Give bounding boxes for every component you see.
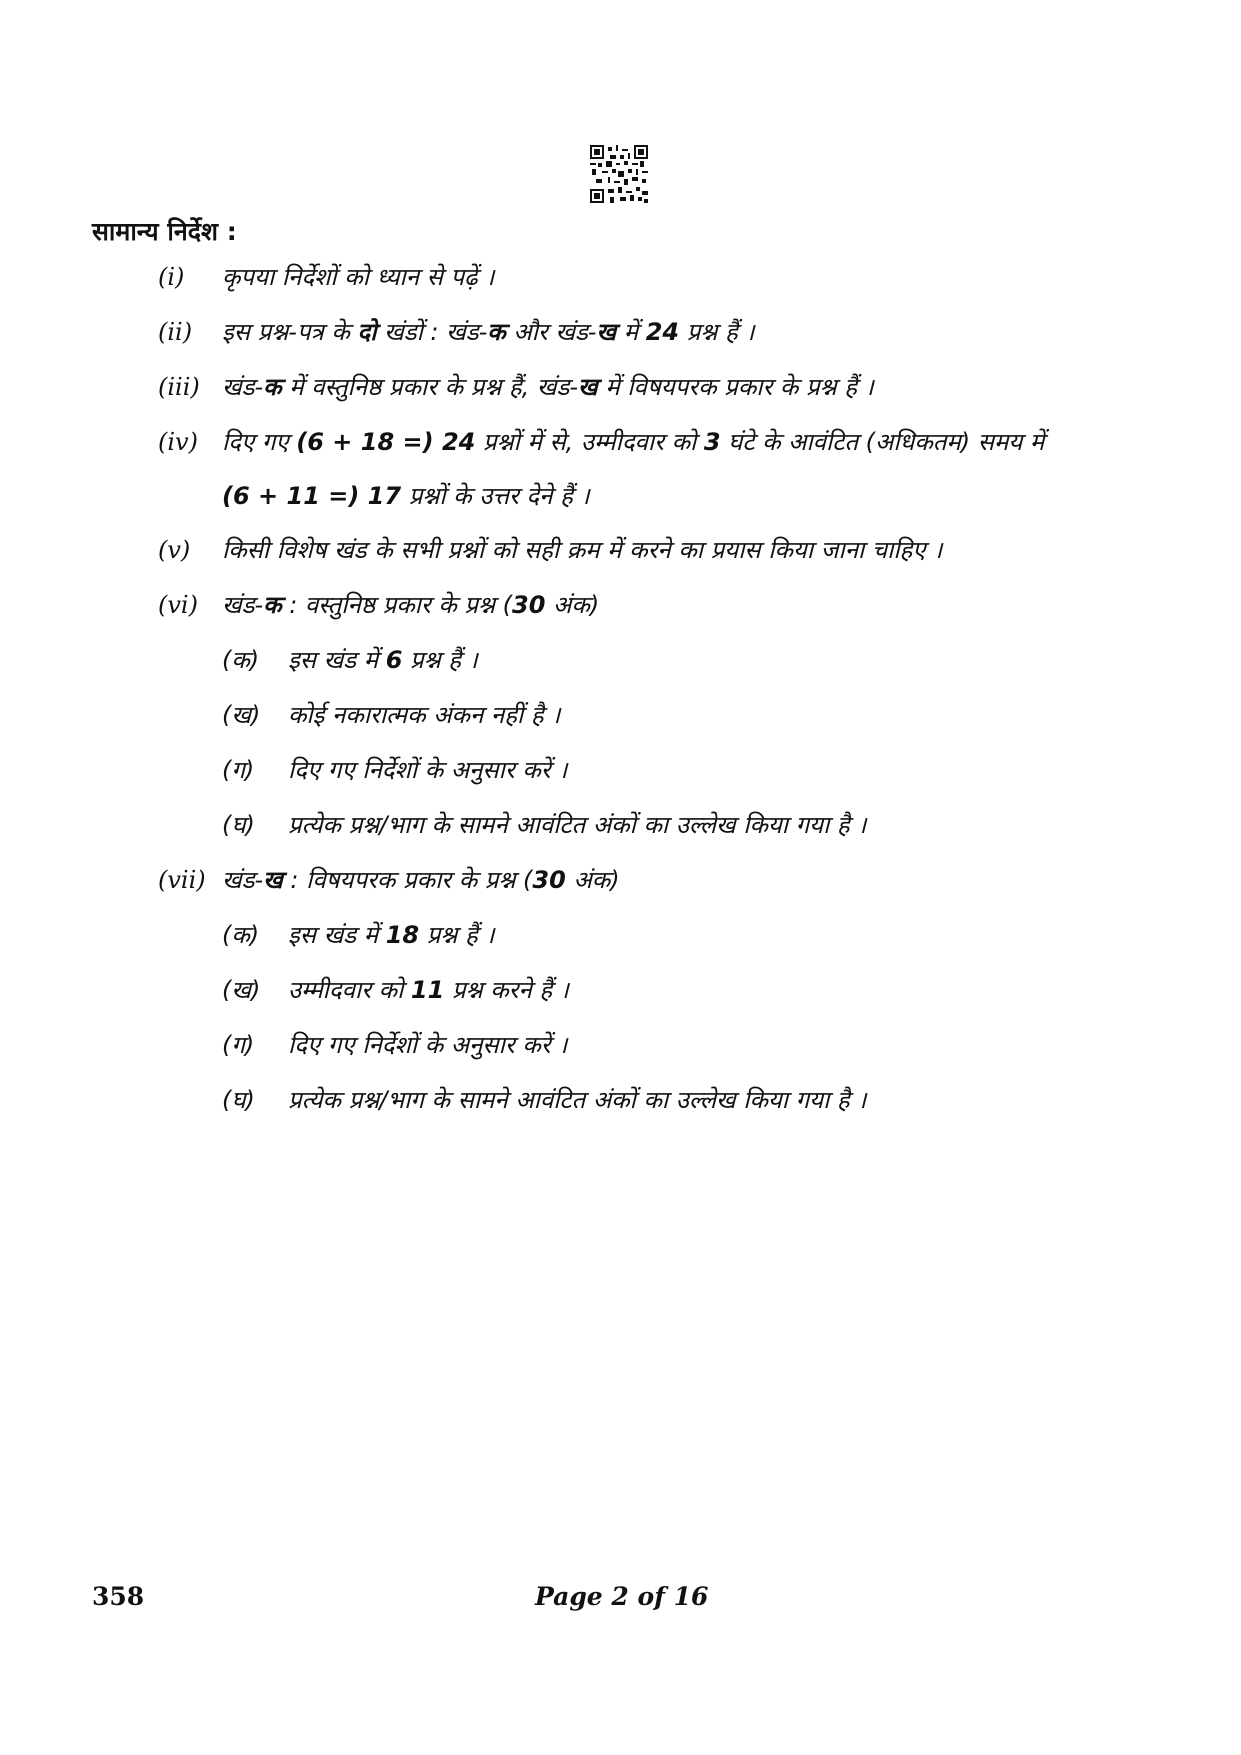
subitem-label: (ग) [222, 756, 255, 784]
item-text: दिए गए (6 + 18 =) 24 प्रश्नों में से, उम्मीदवार को 3 घंटे के आवंटित (अधिकतम) समय में [222, 428, 1045, 456]
item-text: कृपया निर्देशों को ध्यान से पढ़ें । [222, 263, 495, 291]
subitem-label: (क) [222, 921, 260, 949]
general-instructions-heading: सामान्य निर्देश : [92, 217, 237, 246]
item-text: (6 + 11 =) 17 प्रश्नों के उत्तर देने हैं । [222, 482, 590, 510]
subitem-text: दिए गए निर्देशों के अनुसार करें । [288, 756, 568, 784]
subitem-text: इस खंड में 18 प्रश्न हैं । [288, 921, 495, 949]
item-number: (vi) [158, 591, 198, 619]
item-number: (ii) [158, 318, 193, 346]
subitem-label: (क) [222, 646, 260, 674]
item-text: खंड-क में वस्तुनिष्ठ प्रकार के प्रश्न हैं, खंड-ख में विषयपरक प्रकार के प्रश्न हैं । [222, 373, 874, 401]
subitem-label: (ख) [222, 701, 261, 729]
subitem-text: प्रत्येक प्रश्न/भाग के सामने आवंटित अंकों का उल्लेख किया गया है । [288, 1086, 867, 1114]
item-text: खंड-ख : विषयपरक प्रकार के प्रश्न (30 अंक) [222, 866, 620, 894]
item-number: (v) [158, 536, 191, 564]
item-number: (i) [158, 263, 185, 291]
subitem-text: उम्मीदवार को 11 प्रश्न करने हैं । [288, 976, 569, 1004]
item-number: (iii) [158, 373, 200, 401]
subitem-text: कोई नकारात्मक अंकन नहीं है । [288, 701, 561, 729]
subitem-label: (घ) [222, 1086, 255, 1114]
subitem-label: (ग) [222, 1031, 255, 1059]
subitem-text: इस खंड में 6 प्रश्न हैं । [288, 646, 478, 674]
item-number: (vii) [158, 866, 206, 894]
qr-code-icon [590, 145, 648, 203]
item-text: किसी विशेष खंड के सभी प्रश्नों को सही क्रम में करने का प्रयास किया जाना चाहिए । [222, 536, 943, 564]
paper-code: 358 [92, 1582, 145, 1611]
subitem-text: प्रत्येक प्रश्न/भाग के सामने आवंटित अंकों का उल्लेख किया गया है । [288, 811, 867, 839]
item-text: इस प्रश्न-पत्र के दो खंडों : खंड-क और खंड-ख में 24 प्रश्न हैं । [222, 318, 755, 346]
item-number: (iv) [158, 428, 198, 456]
subitem-label: (ख) [222, 976, 261, 1004]
page-number: Page 2 of 16 [535, 1582, 709, 1611]
subitem-label: (घ) [222, 811, 255, 839]
item-text: खंड-क : वस्तुनिष्ठ प्रकार के प्रश्न (30 अंक) [222, 591, 600, 619]
subitem-text: दिए गए निर्देशों के अनुसार करें । [288, 1031, 568, 1059]
